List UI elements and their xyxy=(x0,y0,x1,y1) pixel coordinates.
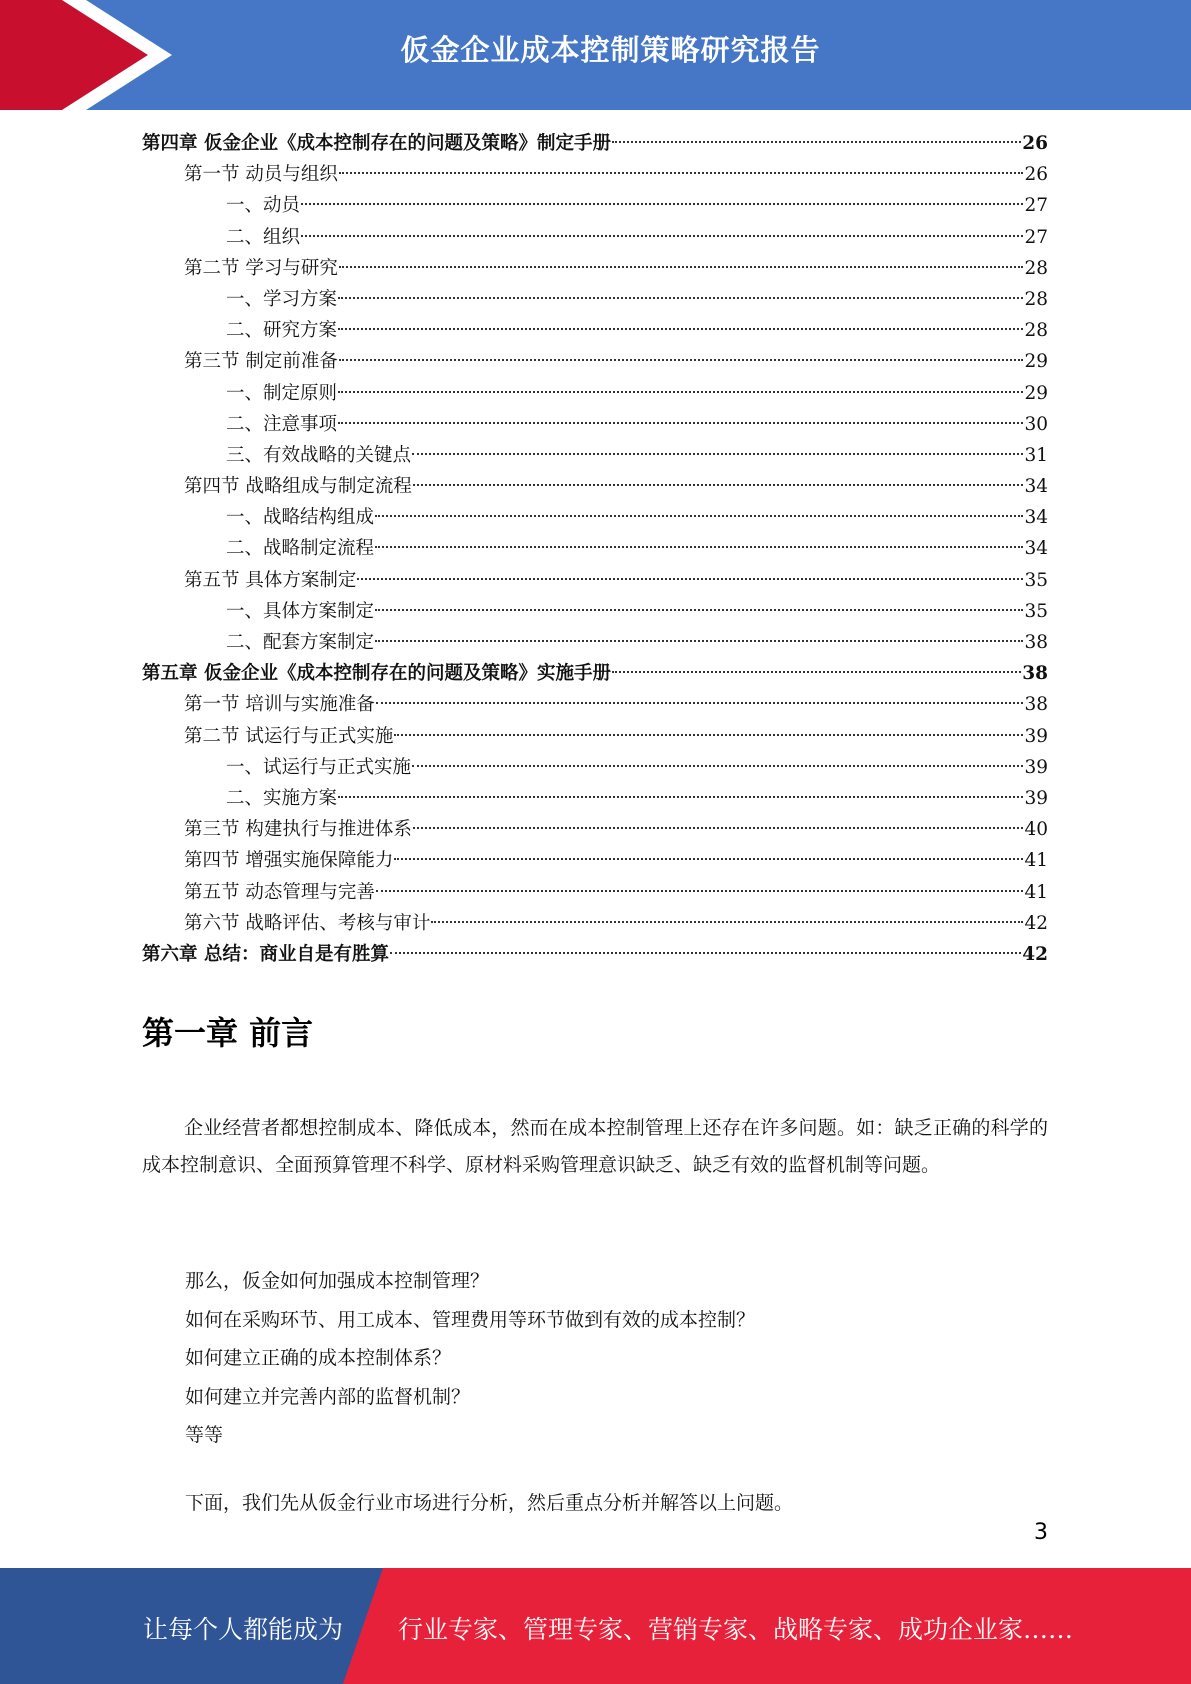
toc-entry-page: 39 xyxy=(1024,725,1048,747)
toc-entry-label: 第五节 具体方案制定 xyxy=(184,569,357,591)
toc-entry-page: 38 xyxy=(1024,694,1048,716)
toc-leader-dots xyxy=(412,452,1023,455)
toc-entry[interactable] xyxy=(142,752,1048,783)
toc-leader-dots xyxy=(413,483,1024,486)
toc-leader-dots xyxy=(339,171,1024,174)
toc-entry[interactable] xyxy=(142,128,1048,159)
toc-leader-dots xyxy=(612,670,1021,673)
toc-entry[interactable] xyxy=(142,346,1048,377)
intro-paragraph: 企业经营者都想控制成本、降低成本，然而在成本控制管理上还存在许多问题。如：缺乏正确的科学的成本控制意识、全面预算管理不科学、原材料采购管理意识缺乏、缺乏有效的监督机制等问题。 xyxy=(142,1117,1048,1176)
toc-entry[interactable] xyxy=(142,440,1048,471)
toc-entry[interactable] xyxy=(142,877,1048,908)
toc-entry[interactable] xyxy=(142,533,1048,564)
toc-entry[interactable] xyxy=(142,222,1048,253)
toc-leader-dots xyxy=(338,327,1023,330)
toc-entry-label: 一、试运行与正式实施 xyxy=(226,756,412,778)
toc-leader-dots xyxy=(413,826,1024,829)
toc-entry[interactable] xyxy=(142,159,1048,190)
toc-leader-dots xyxy=(376,701,1024,704)
toc-entry-page: 42 xyxy=(1024,912,1048,934)
toc-leader-dots xyxy=(357,577,1023,580)
toc-leader-dots xyxy=(612,140,1021,143)
toc-entry-page: 28 xyxy=(1024,320,1048,342)
closing-paragraph: 下面，我们先从仮金行业市场进行分析，然后重点分析并解答以上问题。 xyxy=(185,1492,794,1514)
toc-leader-dots xyxy=(301,234,1023,237)
toc-entry-label: 第一节 动员与组织 xyxy=(184,164,338,186)
question-line: 等等 xyxy=(185,1424,224,1446)
toc-entry-page: 28 xyxy=(1024,288,1048,310)
toc-entry-page: 41 xyxy=(1024,850,1048,872)
footer-slogan-left: 让每个人都能成为 xyxy=(143,1615,344,1644)
toc-entry-label: 第二节 试运行与正式实施 xyxy=(184,725,394,747)
toc-entry[interactable] xyxy=(142,627,1048,658)
toc-entry[interactable] xyxy=(142,814,1048,845)
toc-entry-page: 35 xyxy=(1024,569,1048,591)
page-footer xyxy=(0,1568,1191,1684)
toc-entry-page: 26 xyxy=(1024,164,1048,186)
toc-leader-dots xyxy=(338,296,1023,299)
toc-entry-page: 27 xyxy=(1024,195,1048,217)
toc-leader-dots xyxy=(375,639,1023,642)
toc-entry-label: 第四节 增强实施保障能力 xyxy=(184,850,394,872)
question-line: 如何在采购环节、用工成本、管理费用等环节做到有效的成本控制？ xyxy=(185,1308,756,1331)
toc-entry-page: 40 xyxy=(1024,819,1048,841)
toc-entry[interactable] xyxy=(142,596,1048,627)
toc-entry[interactable] xyxy=(142,471,1048,502)
page-header xyxy=(0,0,1191,110)
toc-leader-dots xyxy=(390,951,1021,954)
toc-leader-dots xyxy=(375,514,1023,517)
toc-entry[interactable] xyxy=(142,689,1048,720)
chapter-heading: 第一章 前言 xyxy=(142,1014,314,1052)
toc-entry-label: 第三节 制定前准备 xyxy=(184,351,338,373)
toc-leader-dots xyxy=(394,857,1023,860)
toc-leader-dots xyxy=(375,608,1023,611)
question-line: 如何建立正确的成本控制体系？ xyxy=(185,1347,452,1369)
toc-entry[interactable] xyxy=(142,565,1048,596)
toc-entry-label: 一、制定原则 xyxy=(226,382,338,404)
toc-entry[interactable] xyxy=(142,502,1048,533)
toc-entry[interactable] xyxy=(142,783,1048,814)
toc-entry-label: 第三节 构建执行与推进体系 xyxy=(184,819,412,841)
toc-leader-dots xyxy=(338,421,1023,424)
toc-entry[interactable] xyxy=(142,721,1048,752)
toc-entry[interactable] xyxy=(142,845,1048,876)
toc-entry-label: 二、组织 xyxy=(226,226,301,248)
toc-entry-page: 34 xyxy=(1024,476,1048,498)
toc-entry-label: 第二节 学习与研究 xyxy=(184,257,338,279)
toc-entry-label: 一、具体方案制定 xyxy=(226,600,375,622)
toc-leader-dots xyxy=(412,764,1023,767)
toc-entry-page: 42 xyxy=(1022,943,1048,965)
toc-entry-page: 35 xyxy=(1024,600,1048,622)
toc-entry-page: 39 xyxy=(1024,787,1048,809)
toc-leader-dots xyxy=(376,889,1024,892)
toc-entry-page: 34 xyxy=(1024,538,1048,560)
toc-entry-page: 38 xyxy=(1022,663,1048,685)
page-number: 3 xyxy=(1034,1520,1048,1545)
question-list xyxy=(185,1262,755,1455)
toc-entry[interactable] xyxy=(142,658,1048,689)
toc-entry-page: 34 xyxy=(1024,507,1048,529)
toc-leader-dots xyxy=(338,390,1023,393)
toc-entry-label: 二、配套方案制定 xyxy=(226,632,375,653)
footer-slogan-right: 行业专家、管理专家、营销专家、战略专家、成功企业家…… xyxy=(398,1615,1074,1644)
toc-entry-page: 31 xyxy=(1024,444,1048,466)
toc-entry-page: 26 xyxy=(1022,133,1048,154)
toc-entry-page: 28 xyxy=(1024,257,1048,279)
toc-entry-page: 41 xyxy=(1024,881,1048,903)
toc-leader-dots xyxy=(339,265,1024,268)
toc-entry-label: 第四节 战略组成与制定流程 xyxy=(184,476,412,498)
toc-entry-label: 二、注意事项 xyxy=(226,413,338,435)
report-title: 仮金企业成本控制策略研究报告 xyxy=(400,33,821,67)
toc-entry-page: 29 xyxy=(1024,351,1048,373)
toc-entry-page: 27 xyxy=(1024,226,1048,248)
toc-entry-label: 一、动员 xyxy=(226,195,301,217)
toc-entry-label: 第一节 培训与实施准备 xyxy=(184,694,375,716)
toc-entry-label: 第六节 战略评估、考核与审计 xyxy=(184,912,431,934)
toc-entry-page: 38 xyxy=(1024,632,1048,653)
toc-entry-label: 三、有效战略的关键点 xyxy=(226,444,412,466)
question-line: 如何建立并完善内部的监督机制？ xyxy=(185,1385,471,1408)
toc-entry[interactable] xyxy=(142,253,1048,284)
toc-entry-label: 二、战略制定流程 xyxy=(226,538,375,560)
toc-leader-dots xyxy=(301,202,1023,205)
toc-entry[interactable] xyxy=(142,190,1048,221)
toc-entry-label: 二、研究方案 xyxy=(226,320,338,342)
toc-leader-dots xyxy=(431,920,1023,923)
toc-entry-label: 第五节 动态管理与完善 xyxy=(184,881,375,903)
toc-leader-dots xyxy=(338,795,1023,798)
toc-leader-dots xyxy=(339,358,1024,361)
toc-entry-page: 29 xyxy=(1024,382,1048,404)
toc-entry[interactable] xyxy=(142,409,1048,440)
question-line: 那么，仮金如何加强成本控制管理？ xyxy=(185,1270,490,1292)
toc-entry-label: 第四章 仮金企业《成本控制存在的问题及策略》制定手册 xyxy=(142,133,611,154)
toc-leader-dots xyxy=(375,545,1023,548)
toc-entry-label: 一、战略结构组成 xyxy=(226,507,375,529)
toc-entry-label: 第五章 仮金企业《成本控制存在的问题及策略》实施手册 xyxy=(142,663,611,685)
toc-entry-label: 二、实施方案 xyxy=(226,787,338,809)
toc-entry-label: 一、学习方案 xyxy=(226,288,338,310)
table-of-contents xyxy=(142,128,1048,970)
toc-entry[interactable] xyxy=(142,315,1048,346)
toc-entry[interactable] xyxy=(142,939,1048,970)
toc-leader-dots xyxy=(394,733,1023,736)
toc-entry[interactable] xyxy=(142,908,1048,939)
toc-entry[interactable] xyxy=(142,284,1048,315)
toc-entry-page: 39 xyxy=(1024,756,1048,778)
toc-entry-page: 30 xyxy=(1024,413,1048,435)
toc-entry-label: 第六章 总结：商业自是有胜算 xyxy=(142,943,389,965)
toc-entry[interactable] xyxy=(142,378,1048,409)
